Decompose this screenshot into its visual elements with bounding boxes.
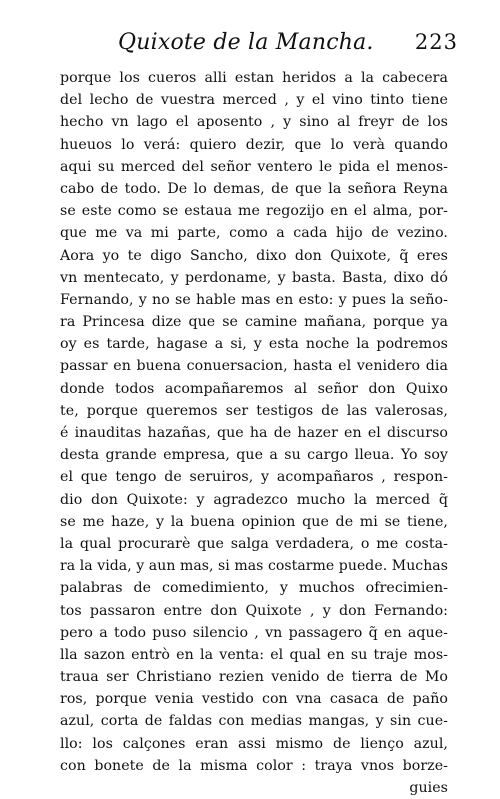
text-line: te, porque queremos ser testigos de las valerosas,: [60, 402, 448, 419]
text-line: donde todos acompañaremos al señor don Quixo: [60, 380, 448, 397]
text-line: ra la vida, y aun mas, si mas costarme puede. Muchas: [60, 558, 448, 575]
body-text: [60, 67, 448, 799]
text-line: hecho vn lago el aposento , y sino al freyr de los: [60, 114, 448, 131]
text-line: pero a todo puso silencio , vn passagero q̃ en aque-: [60, 624, 448, 641]
text-line: ros, porque venia vestido con vna casaca de paño: [60, 691, 448, 708]
text-line: desta grande empresa, que a su cargo lleua. Yo soy: [60, 447, 448, 464]
text-line: ra Princesa dize que se camine mañana, porque ya: [60, 314, 448, 331]
running-head: [118, 30, 458, 62]
page-number: 223: [414, 30, 458, 54]
text-line: tos passaron entre don Quixote , y don Fernando:: [60, 602, 448, 619]
text-line: passar en buena conuersacion, hasta el venidero dia: [60, 358, 448, 375]
text-line: vn mentecato, y perdoname, y basta. Basta, dixo dó: [60, 269, 448, 286]
text-line: azul, corta de faldas con medias mangas, y sin cue-: [60, 713, 448, 730]
text-line: porque los cueros alli estan heridos a la cabecera: [60, 70, 448, 86]
text-line: Aora yo te digo Sancho, dixo don Quixote, q̃ eres: [60, 247, 448, 264]
text-line: palabras de comedimiento, y muchos ofrecimien-: [60, 580, 448, 597]
text-line: se este como se estaua me regozijo en el alma, por-: [60, 203, 448, 220]
running-title: Quixote de la Mancha.: [118, 30, 374, 55]
text-line: del lecho de vuestra merced , y el vino tinto tiene: [60, 92, 448, 109]
text-line: se me haze, y la buena opinion que de mi se tiene,: [60, 513, 448, 530]
text-line: lla sazon entrò en la venta: el qual en su traje mos-: [60, 646, 448, 663]
text-line: con bonete de la misma color : traya vnos borze-: [60, 757, 448, 774]
catchword: guies: [409, 780, 448, 796]
text-line: llo: los calçones eran assi mismo de lienço azul,: [60, 735, 448, 752]
text-line: la qual procurarè que salga verdadera, o me costa-: [60, 535, 448, 552]
text-line: Fernando, y no se hable mas en esto: y pues la seño-: [60, 291, 448, 308]
text-line: aqui su merced del señor ventero le pida el menos-: [60, 158, 448, 175]
text-line: cabo de todo. De lo demas, de que la señora Reyna: [60, 180, 448, 197]
text-line: é inauditas hazañas, que ha de hazer en el discurso: [60, 425, 448, 441]
text-line: el que tengo de seruiros, y acompañaros , respon-: [60, 469, 448, 486]
text-line: oy es tarde, hagase a si, y esta noche la podremos: [60, 336, 448, 353]
text-line: hueuos lo verá: quiero dezir, que lo verà quando: [60, 136, 448, 153]
text-line: que me va mi parte, como a cada hijo de vezino.: [60, 225, 448, 242]
text-line: dio don Quixote: y agradezco mucho la merced q̃: [60, 491, 448, 508]
text-line: traua ser Christiano rezien venido de tierra de Mo: [60, 669, 448, 686]
